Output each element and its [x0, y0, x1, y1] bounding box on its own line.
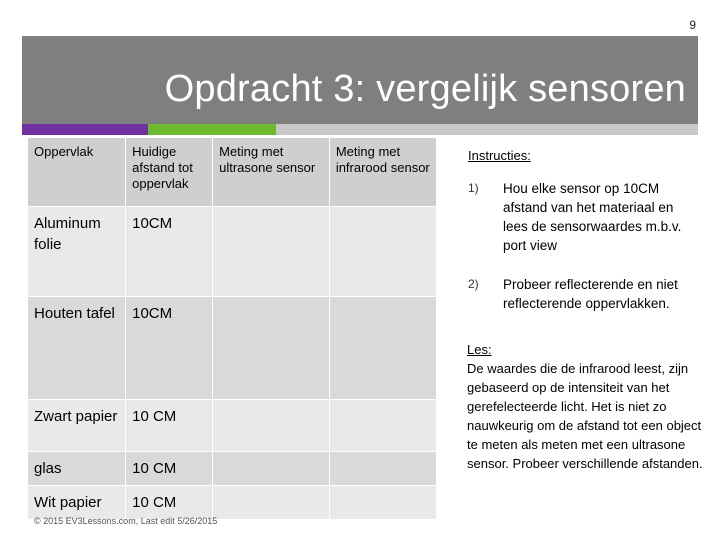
cell-ultrasonic[interactable] [213, 485, 330, 519]
table-row [28, 485, 437, 519]
cell-infrared[interactable] [329, 399, 436, 451]
cell-distance: 10CM [126, 206, 213, 296]
instruction-item [468, 179, 700, 255]
cell-distance: 10 CM [126, 399, 213, 451]
accent-segment-purple [22, 124, 148, 135]
page-number: 9 [689, 18, 696, 32]
accent-segment-green [148, 124, 276, 135]
header-distance: Huidige afstand tot oppervlak [126, 138, 213, 206]
instruction-text: Hou elke sensor op 10CM afstand van het materiaal en lees de sensorwaardes m.b.v. port view [503, 181, 682, 253]
header-ultrasonic: Meting met ultrasone sensor [213, 138, 330, 206]
cell-distance: 10 CM [126, 485, 213, 519]
cell-surface: Houten tafel [28, 296, 126, 399]
cell-infrared[interactable] [329, 451, 436, 485]
instruction-text: Probeer reflecterende en niet reflecterende oppervlakken. [503, 277, 678, 311]
lesson-heading: Les: [467, 342, 492, 357]
instructions-panel [468, 146, 700, 333]
table-row [28, 206, 437, 296]
instruction-item [468, 275, 700, 313]
accent-bar [22, 124, 698, 135]
cell-surface: Aluminum folie [28, 206, 126, 296]
instruction-number: 1) [468, 181, 479, 195]
cell-ultrasonic[interactable] [213, 399, 330, 451]
sensor-comparison-table [28, 138, 437, 520]
cell-ultrasonic[interactable] [213, 206, 330, 296]
table-row [28, 451, 437, 485]
table-row [28, 296, 437, 399]
accent-segment-gray [276, 124, 698, 135]
lesson-note [467, 340, 703, 473]
lesson-text: De waardes die de infrarood leest, zijn gebaseerd op de intensiteit van het gerefelecteerde licht. Het is niet zo nauwkeurig om de afstand tot een object te meten als meten met een ultrasone sensor. Probeer verschillende afstanden. [467, 361, 703, 471]
header-infrared: Meting met infrarood sensor [329, 138, 436, 206]
page-title: Opdracht 3: vergelijk sensoren [164, 68, 686, 110]
cell-surface: Zwart papier [28, 399, 126, 451]
table-header-row [28, 138, 437, 206]
cell-infrared[interactable] [329, 296, 436, 399]
cell-ultrasonic[interactable] [213, 451, 330, 485]
instruction-number: 2) [468, 277, 479, 291]
table-row [28, 399, 437, 451]
cell-surface: Wit papier [28, 485, 126, 519]
cell-infrared[interactable] [329, 206, 436, 296]
instructions-heading: Instructies: [468, 148, 531, 163]
cell-infrared[interactable] [329, 485, 436, 519]
cell-distance: 10 CM [126, 451, 213, 485]
cell-distance: 10CM [126, 296, 213, 399]
cell-ultrasonic[interactable] [213, 296, 330, 399]
footer-copyright: © 2015 EV3Lessons.com, Last edit 5/26/2015 [34, 516, 218, 526]
cell-surface: glas [28, 451, 126, 485]
header-surface: Oppervlak [28, 138, 126, 206]
title-band [22, 36, 698, 124]
